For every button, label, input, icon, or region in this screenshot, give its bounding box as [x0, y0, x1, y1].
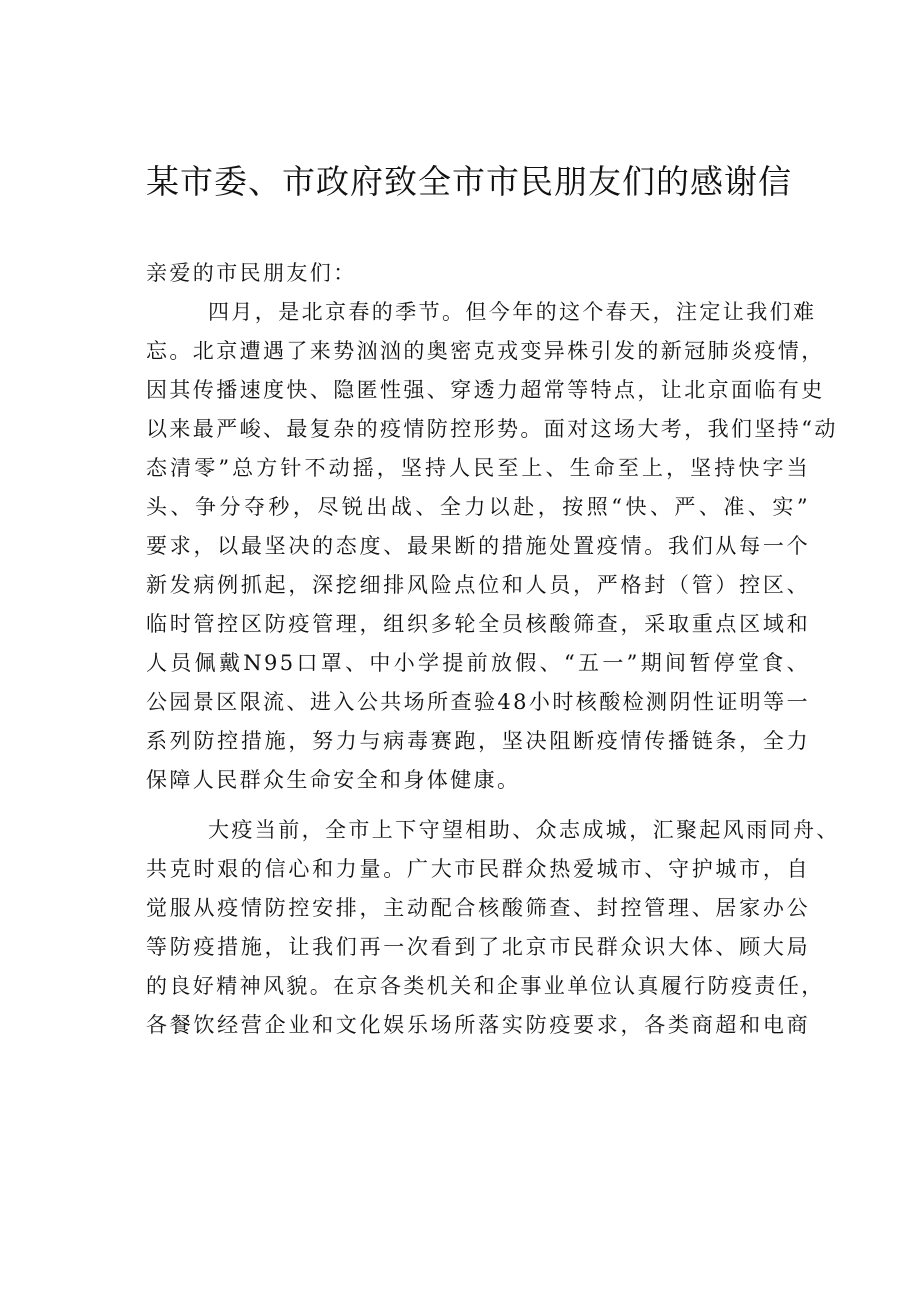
paragraph-line: 临时管控区防疫管理，组织多轮全员核酸筛查，采取重点区域和	[146, 612, 810, 636]
document-body	[146, 254, 840, 1045]
paragraph-2	[146, 811, 840, 1045]
paragraph-line: 觉服从疫情防控安排，主动配合核酸筛查、封控管理、居家办公	[146, 896, 810, 920]
paragraph-line: 各餐饮经营企业和文化娱乐场所落实防疫要求，各类商超和电商	[146, 1013, 810, 1037]
paragraph-line: 忘。北京遭遇了来势汹汹的奥密克戎变异株引发的新冠肺炎疫情，	[146, 339, 825, 363]
paragraph-line: 公园景区限流、进入公共场所查验48小时核酸检测阴性证明等一	[146, 690, 810, 714]
paragraph-line: 共克时艰的信心和力量。广大市民群众热爱城市、守护城市，自	[146, 857, 810, 881]
paragraph-line: 态清零”总方针不动摇，坚持人民至上、生命至上，坚持快字当	[146, 456, 810, 480]
paragraph-line: 大疫当前，全市上下守望相助、众志成城，汇聚起风雨同舟、	[208, 818, 840, 842]
salutation: 亲爱的市民朋友们：	[146, 261, 357, 285]
paragraph-line: 等防疫措施，让我们再一次看到了北京市民群众识大体、顾大局	[146, 935, 810, 959]
paragraph-line: 新发病例抓起，深挖细排风险点位和人员，严格封（管）控区、	[146, 573, 810, 597]
document-title: 某市委、市政府致全市市民朋友们的感谢信	[146, 162, 792, 201]
paragraph-line: 的良好精神风貌。在京各类机关和企事业单位认真履行防疫责任，	[146, 974, 825, 998]
paragraph-line: 头、争分夺秒，尽锐出战、全力以赴，按照“快、严、准、实”	[146, 495, 810, 519]
paragraph-line: 系列防控措施，努力与病毒赛跑，坚决阻断疫情传播链条，全力	[146, 729, 810, 753]
paragraph-line: 四月，是北京春的季节。但今年的这个春天，注定让我们难	[208, 300, 817, 324]
paragraph-1	[146, 293, 838, 800]
paragraph-spacer	[146, 800, 810, 811]
paragraph-line: 要求，以最坚决的态度、最果断的措施处置疫情。我们从每一个	[146, 534, 810, 558]
paragraph-line: 因其传播速度快、隐匿性强、穿透力超常等特点，让北京面临有史	[146, 378, 825, 402]
paragraph-line: 以来最严峻、最复杂的疫情防控形势。面对这场大考，我们坚持“动	[146, 417, 838, 441]
paragraph-line: 人员佩戴N95口罩、中小学提前放假、“五一”期间暂停堂食、	[146, 651, 810, 675]
paragraph-line: 保障人民群众生命安全和身体健康。	[146, 768, 521, 792]
